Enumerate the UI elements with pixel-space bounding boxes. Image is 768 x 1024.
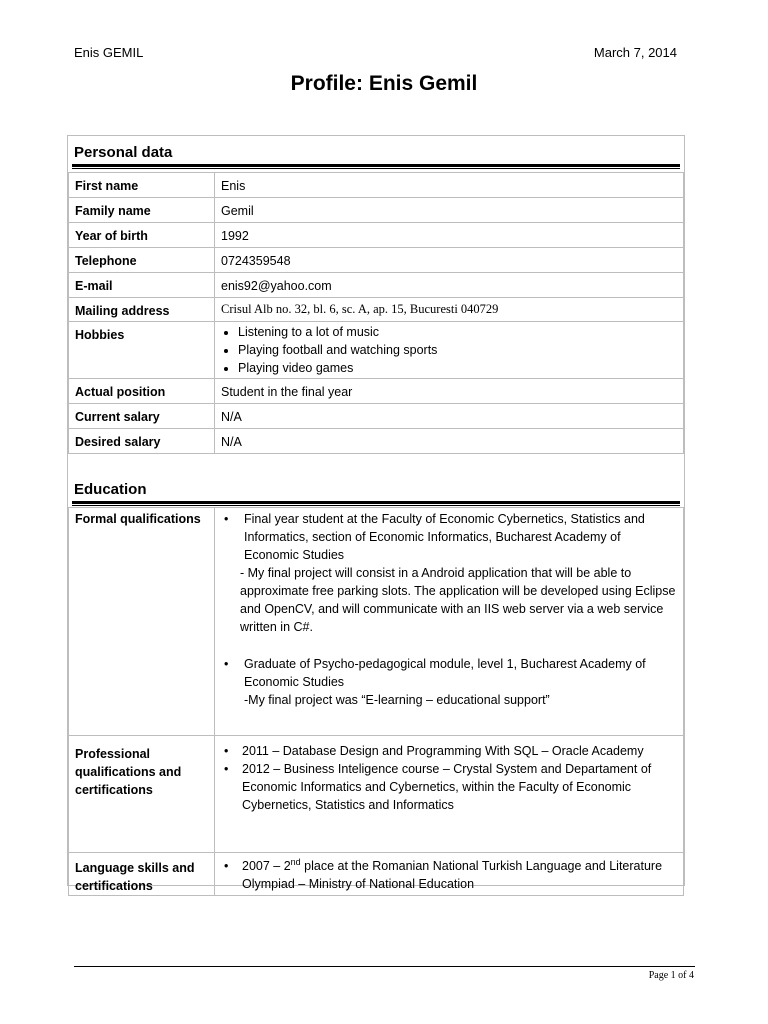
list-item: • Playing video games bbox=[238, 359, 677, 377]
current-salary-label: Current salary bbox=[69, 404, 215, 429]
table-row bbox=[69, 404, 684, 429]
language-skills-label: Language skills and certifications bbox=[69, 853, 215, 896]
personal-data-table bbox=[68, 172, 684, 454]
family-name-label: Family name bbox=[69, 198, 215, 223]
olympiad-year-place: 2007 – 2 bbox=[242, 859, 291, 873]
actual-position-value: Student in the final year bbox=[215, 379, 684, 404]
desired-salary-label: Desired salary bbox=[69, 429, 215, 454]
family-name-value: Gemil bbox=[215, 198, 684, 223]
table-row bbox=[69, 273, 684, 298]
footer-rule bbox=[74, 966, 695, 967]
mailing-address-value: Crisul Alb no. 32, bl. 6, sc. A, ap. 15, Bucuresti 040729 bbox=[215, 298, 684, 322]
table-row bbox=[69, 379, 684, 404]
personal-data-heading: Personal data bbox=[74, 144, 173, 161]
ordinal-suffix: nd bbox=[290, 856, 301, 867]
first-name-label: First name bbox=[69, 173, 215, 198]
heading-rule-thin bbox=[72, 505, 680, 506]
qualification-text: Final year student at the Faculty of Economic Cybernetics, Statistics and Informatics, section of Economic Informatics, Bucharest Academy of Economic Studies bbox=[244, 512, 645, 562]
list-item bbox=[221, 655, 677, 709]
list-item: • 2012 – Business Inteligence course – Crystal System and Departament of Economic Informatics and Cybernetics, within the Faculty of Economic Cybernetics, Statistics and Informatics bbox=[221, 760, 677, 814]
table-row bbox=[69, 853, 684, 896]
table-row bbox=[69, 173, 684, 198]
email-value: enis92@yahoo.com bbox=[215, 273, 684, 298]
table-row bbox=[69, 298, 684, 322]
formal-qualifications-value bbox=[215, 508, 684, 736]
table-row bbox=[69, 322, 684, 379]
telephone-value: 0724359548 bbox=[215, 248, 684, 273]
formal-qualifications-label: Formal qualifications bbox=[69, 508, 215, 736]
year-of-birth-value: 1992 bbox=[215, 223, 684, 248]
hobbies-value bbox=[215, 322, 684, 379]
hobbies-label: Hobbies bbox=[69, 322, 215, 379]
education-table bbox=[68, 507, 684, 896]
actual-position-label: Actual position bbox=[69, 379, 215, 404]
professional-qualifications-value bbox=[215, 736, 684, 853]
language-skills-value bbox=[215, 853, 684, 896]
table-row bbox=[69, 223, 684, 248]
heading-rule bbox=[72, 164, 680, 167]
heading-rule-thin bbox=[72, 168, 680, 169]
table-row bbox=[69, 429, 684, 454]
telephone-label: Telephone bbox=[69, 248, 215, 273]
page-title: Profile: Enis Gemil bbox=[290, 72, 478, 95]
list-item bbox=[221, 857, 677, 893]
qualification-note: -My final project was “E-learning – educational support” bbox=[244, 693, 550, 707]
hobbies-list bbox=[221, 323, 677, 377]
table-row bbox=[69, 248, 684, 273]
profile-document bbox=[67, 135, 685, 893]
table-row bbox=[69, 198, 684, 223]
heading-rule bbox=[72, 501, 680, 504]
email-label: E-mail bbox=[69, 273, 215, 298]
language-list bbox=[221, 857, 677, 893]
table-row bbox=[69, 736, 684, 853]
education-heading: Education bbox=[74, 481, 147, 498]
qualification-text: Graduate of Psycho-pedagogical module, level 1, Bucharest Academy of Economic Studies bbox=[244, 657, 646, 689]
certifications-list bbox=[221, 742, 677, 814]
header-author: Enis GEMIL bbox=[74, 45, 144, 60]
formal-qualifications-list bbox=[221, 510, 677, 709]
header-date: March 7, 2014 bbox=[593, 45, 677, 60]
list-item: • Listening to a lot of music bbox=[238, 323, 677, 341]
professional-qualifications-label: Professional qualifications and certifications bbox=[69, 736, 215, 853]
desired-salary-value: N/A bbox=[215, 429, 684, 454]
list-item: • 2011 – Database Design and Programming With SQL – Oracle Academy bbox=[221, 742, 677, 760]
mailing-address-label: Mailing address bbox=[69, 298, 215, 322]
first-name-value: Enis bbox=[215, 173, 684, 198]
list-item bbox=[221, 510, 677, 636]
year-of-birth-label: Year of birth bbox=[69, 223, 215, 248]
current-salary-value: N/A bbox=[215, 404, 684, 429]
list-item: • Playing football and watching sports bbox=[238, 341, 677, 359]
olympiad-description: place at the Romanian National Turkish Language and Literature Olympiad – Ministry of National Education bbox=[242, 859, 663, 891]
qualification-note: - My final project will consist in a Android application that will be able to approximate free parking slots. The application will be developed using Eclipse and OpenCV, and will communicate with an IIS web server via a web service written in C#. bbox=[240, 566, 676, 634]
page-number: Page 1 of 4 bbox=[648, 970, 694, 981]
table-row bbox=[69, 508, 684, 736]
